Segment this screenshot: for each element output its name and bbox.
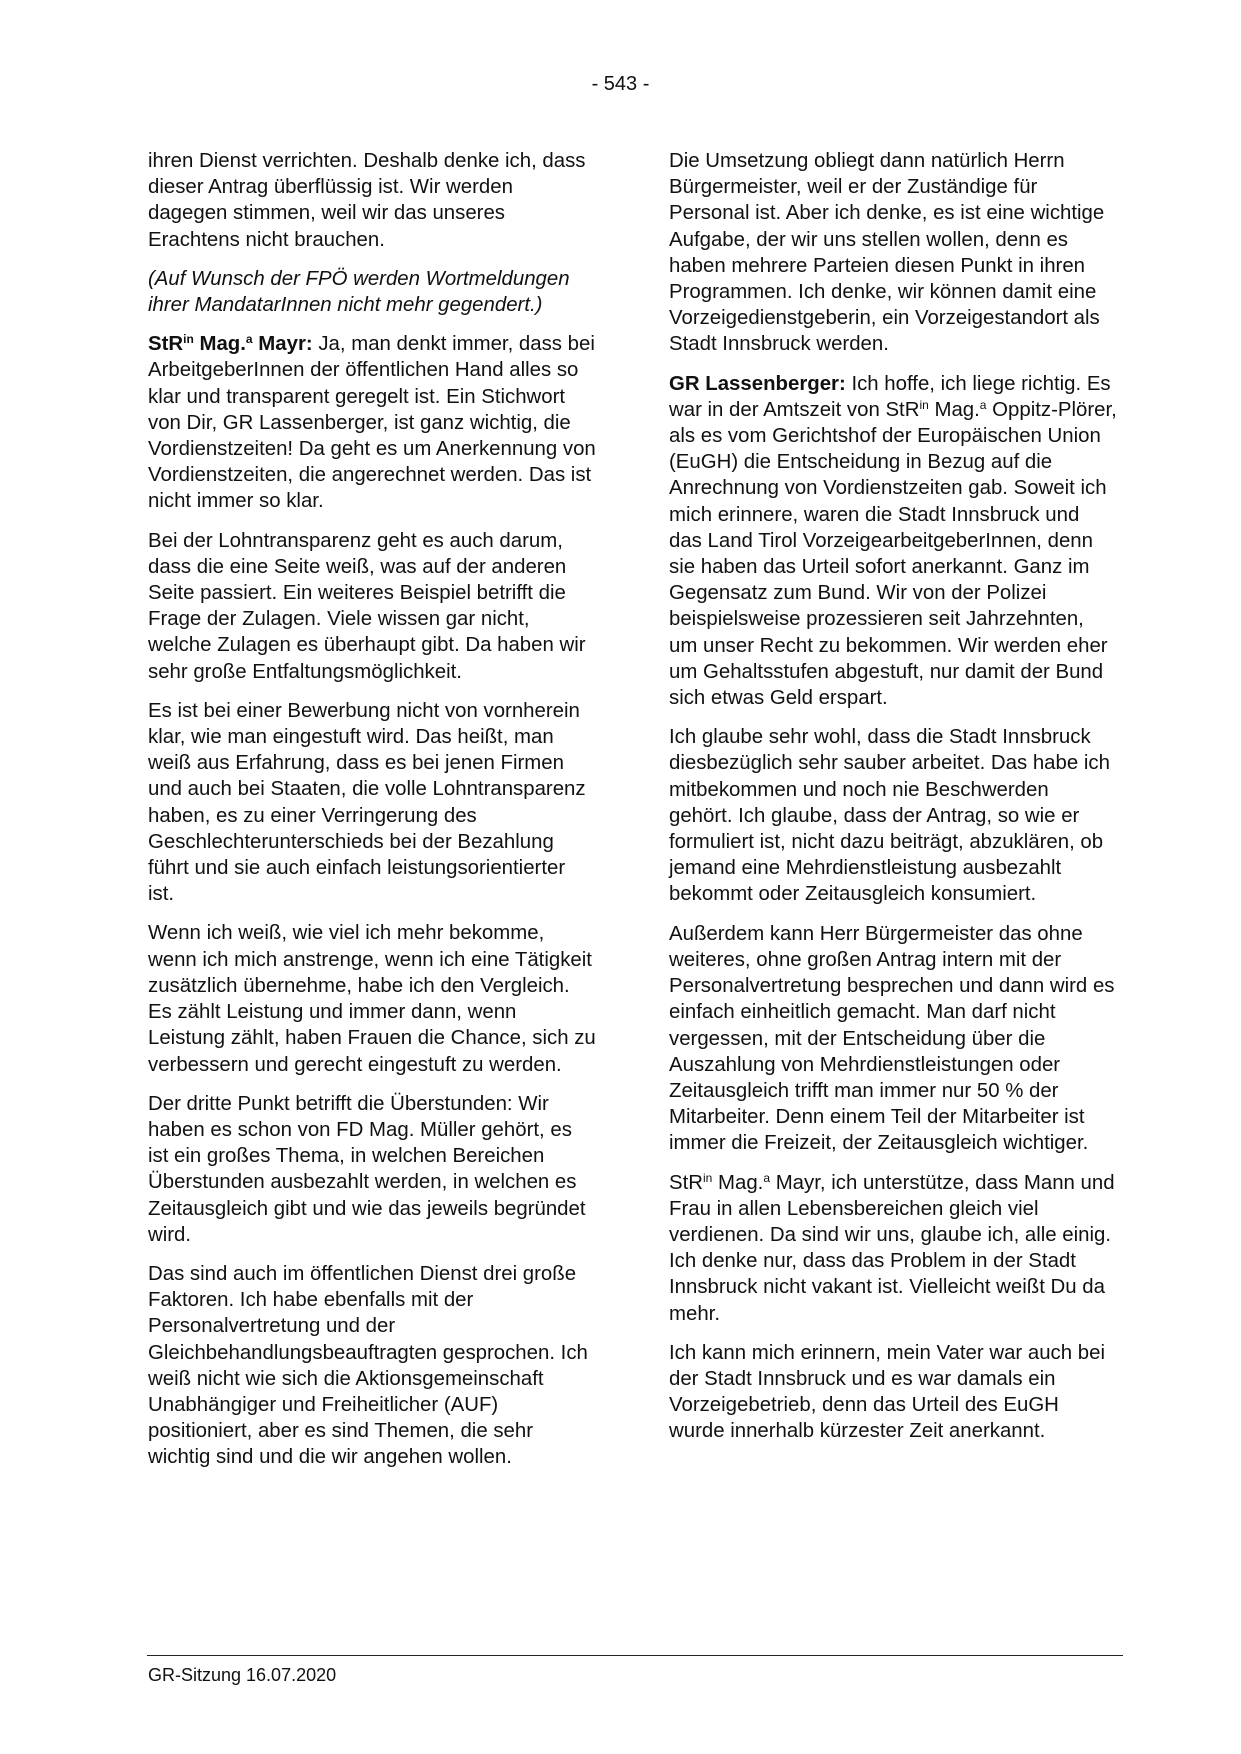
paragraph: Es ist bei einer Bewerbung nicht von vornherein klar, wie man eingestuft wird. Das heißt, man weiß aus Erfahrung, dass es bei jenen Firmen und auch bei Staaten, die volle Lohntransparenz haben, es zu einer Verringerung des Geschlechterunterschieds bei der Bezahlung führt und sie auch einfach leistungsorientierter ist. bbox=[148, 699, 586, 906]
paragraph: Ich glaube sehr wohl, dass die Stadt Innsbruck diesbezüglich sehr sauber arbeitet. Das habe ich mitbekommen und noch nie Beschwerden gehört. Ich glaube, dass der Antrag, so wie er formuliert ist, nicht dazu beiträgt, abzuklären, ob jemand eine Mehrdienstleistung ausbezahlt bekommt oder Zeitausgleich konsumiert. bbox=[669, 726, 1110, 906]
paragraph: StR$^{in}$ Mag.$^a$ Mayr, ich unterstütze, dass Mann und Frau in allen Lebensbereichen gleich viel verdienen. Da sind wir uns, glaube ich, alle einig. Ich denke nur, dass das Problem in der Stadt Innsbruck nicht vakant ist. Vielleicht weißt Du da mehr. bbox=[669, 1170, 1115, 1325]
paragraph: Die Umsetzung obliegt dann natürlich Herrn Bürgermeister, weil er der Zuständige für Personal ist. Aber ich denke, es ist eine wichtige Aufgabe, der wir uns stellen wollen, denn es haben mehrere Parteien diesen Punkt in ihren Programmen. Ich denke, wir können damit eine Vorzeigedienstgeberin, ein Vorzeigestandort als Stadt Innsbruck werden. bbox=[669, 150, 1105, 356]
paragraph: Ich kann mich erinnern, mein Vater war auch bei der Stadt Innsbruck und es war damals ein Vorzeigebetrieb, denn das Urteil des EuGH wurde innerhalb kürzester Zeit anerkannt. bbox=[669, 1341, 1105, 1443]
speech-paragraph bbox=[148, 331, 596, 514]
paragraph: ihren Dienst verrichten. Deshalb denke ich, dass dieser Antrag überflüssig ist. Wir werden dagegen stimmen, weil wir das unseres Erachtens nicht brauchen. bbox=[148, 150, 586, 251]
speech-paragraph: GR Lassenberger: Ich hoffe, ich liege richtig. Es war in der Amtszeit von StR$^{in}$ Mag.$^a$ Oppitz-Plörer, als es vom Gerichtshof der Europäischen Union (EuGH) die Entscheidung in Bezug auf die Anrechnung von Vordienstzeiten gab. Soweit ich mich erinnere, waren die Stadt Innsbruck und das Land Tirol VorzeigearbeitgeberInnen, denn sie haben das Urteil sofort anerkannt. Ganz im Gegensatz zum Bund. Wir von der Polizei beispielsweise prozessieren seit Jahrzehnten, um unser Recht zu bekommen. Wir werden eher um Gehaltsstufen abgestuft, nur damit der Bund sich etwas Geld erspart. bbox=[669, 372, 1117, 710]
footer-session-date: GR-Sitzung 16.07.2020 bbox=[148, 1665, 337, 1685]
paragraph: Bei der Lohntransparenz geht es auch darum, dass die eine Seite weiß, was auf der anderen Seite passiert. Ein weiteres Beispiel betrifft die Frage der Zulagen. Viele wissen gar nicht, welche Zulagen es überhaupt gibt. Da haben wir sehr große Entfaltungsmöglichkeit. bbox=[148, 529, 586, 683]
paragraph: Das sind auch im öffentlichen Dienst drei große Faktoren. Ich habe ebenfalls mit der Personalvertretung und der Gleichbehandlungsbeauftragten gesprochen. Ich weiß nicht wie sich die Aktionsgemeinschaft Unabhängiger und Freiheitlicher (AUF) positioniert, aber es sind Themen, die sehr wichtig sind und die wir angehen wollen. bbox=[148, 1262, 588, 1469]
footer-divider bbox=[147, 1655, 1123, 1656]
paragraph: Wenn ich weiß, wie viel ich mehr bekomme, wenn ich mich anstrenge, wenn ich eine Tätigkeit zusätzlich übernehme, habe ich den Vergleich. Es zählt Leistung und immer dann, wenn Leistung zählt, haben Frauen die Chance, sich zu verbessern und gerecht eingestuft zu werden. bbox=[148, 922, 596, 1076]
page-number: - 543 - bbox=[591, 73, 650, 95]
speech-text: Ja, man denkt immer, dass bei ArbeitgeberInnen der öffentlichen Hand alles so klar und transparent geregelt ist. Ein Stichwort von Dir, GR Lassenberger, ist ganz wichtig, die Vordienstzeiten! Da geht es um Anerkennung von Vordienstzeiten, die angerechnet werden. Das ist nicht immer so klar. bbox=[148, 333, 596, 513]
paragraph: Der dritte Punkt betrifft die Überstunden: Wir haben es schon von FD Mag. Müller gehört, es ist ein großes Thema, in welchen Bereichen Überstunden ausbezahlt werden, in welchen es Zeitausgleich gibt und wie das jeweils begründet wird. bbox=[148, 1092, 586, 1246]
editorial-note: (Auf Wunsch der FPÖ werden Wortmeldungen ihrer MandatarInnen nicht mehr gegendert.) bbox=[148, 267, 570, 317]
speaker-name: GR Lassenberger: bbox=[669, 372, 846, 395]
right-column bbox=[669, 148, 1117, 1458]
paragraph: Außerdem kann Herr Bürgermeister das ohne weiteres, ohne großen Antrag intern mit der Personalvertretung besprechen und dann wird es einfach einheitlich gemacht. Man darf nicht vergessen, mit der Entscheidung über die Auszahlung von Mehrdienstleistungen oder Zeitausgleich trifft man immer nur 50 % der Mitarbeiter. Denn einem Teil der Mitarbeiter ist immer die Freizeit, der Zeitausgleich wichtiger. bbox=[669, 922, 1115, 1155]
left-column bbox=[148, 148, 596, 1484]
speaker-name: StR$^{in}$ Mag.$^a$ Mayr: bbox=[148, 332, 313, 356]
